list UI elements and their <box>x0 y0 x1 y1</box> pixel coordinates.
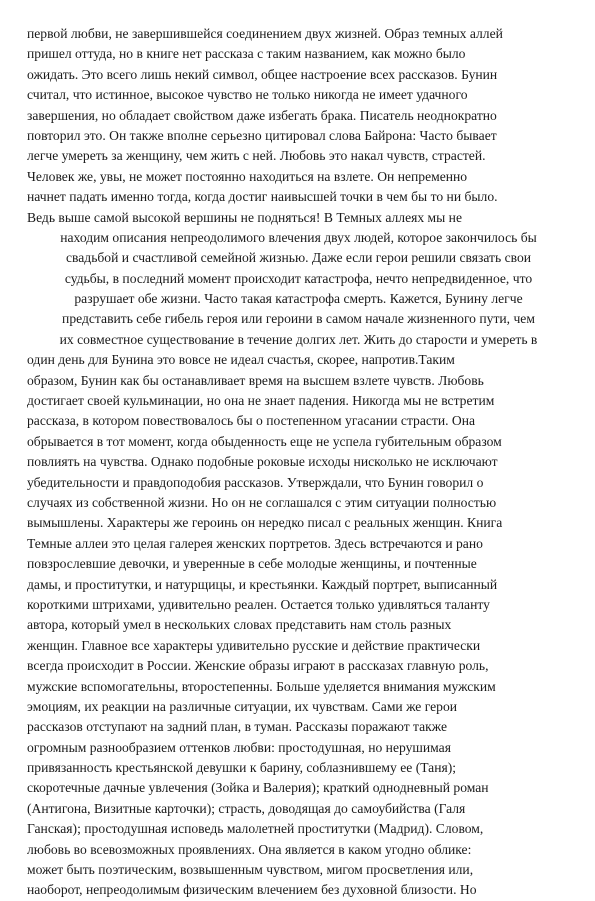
text-line: эмоциям, их реакции на различные ситуации, их чувствам. Сами же герои <box>27 698 458 714</box>
text-line: убедительности и правдоподобия рассказов. Утверждали, что Бунин говорил о <box>27 474 484 490</box>
text-line: считал, что истинное, высокое чувство не только никогда не имеет удачного <box>27 87 468 103</box>
text-line: ожидать. Это всего лишь некий символ, общее настроение всех рассказов. Бунин <box>27 66 498 82</box>
text-line: легче умереть за женщину, чем жить с ней. Любовь это накал чувств, страстей. <box>27 148 486 164</box>
text-line: Темные аллеи это целая галерея женских портретов. Здесь встречаются и рано <box>27 535 483 551</box>
text-line: женщин. Главное все характеры удивительно русские и действие практически <box>27 637 481 653</box>
text-line: дамы, и проститутки, и натурщицы, и крестьянки. Каждый портрет, выписанный <box>27 576 498 592</box>
text-line: представить себе гибель героя или героини в самом начале жизненного пути, чем <box>62 311 535 327</box>
text-line: вымышлены. Характеры же героинь он нередко писал с реальных женщин. Книга <box>27 515 503 531</box>
body-text <box>27 24 570 901</box>
text-line: завершения, но обладает свойством даже избегать брака. Писатель неоднократно <box>27 107 497 123</box>
text-line: находим описания непреодолимого влечения двух людей, которое закончилось бы <box>60 229 537 245</box>
text-line: случаях из собственной жизни. Но он не соглашался с этим ситуации полностью <box>27 494 497 510</box>
text-line: их совместное существование в течение долгих лет. Жить до старости и умереть в <box>59 331 538 347</box>
text-line: огромным разнообразием оттенков любви: простодушная, но нерушимая <box>27 739 451 755</box>
text-line: привязанность крестьянской девушки к барину, соблазнившему ее (Таня); <box>27 760 457 776</box>
text-line: первой любви, не завершившейся соединением двух жизней. Образ темных аллей <box>27 26 503 41</box>
text-line: достигает своей кульминации, но она не знает падения. Никогда мы не встретим <box>27 393 495 409</box>
text-line: рассказов отступают на задний план, в туман. Рассказы поражают также <box>27 719 448 735</box>
text-line: скоротечные дачные увлечения (Зойка и Валерия); краткий однодневный роман <box>27 780 489 796</box>
text-line: повлиять на чувства. Однако подобные роковые исходы нисколько не исключают <box>27 454 498 470</box>
text-line: разрушает обе жизни. Часто такая катастрофа смерть. Кажется, Бунину легче <box>74 291 523 307</box>
text-line: рассказа, в котором повествовалось бы о постепенном угасании страсти. Она <box>27 413 476 429</box>
text-line: короткими штрихами, удивительно реален. Остается только удивляться таланту <box>27 596 490 612</box>
text-line: может быть поэтическим, возвышенным чувством, мигом просветления или, <box>27 862 474 878</box>
text-line: пришел оттуда, но в книге нет рассказа с таким названием, как можно было <box>27 46 466 62</box>
text-line: любовь во всевозможных проявлениях. Она является в каком угодно облике: <box>27 841 472 857</box>
text-line: мужские вспомогательны, второстепенны. Больше уделяется внимания мужским <box>27 678 496 694</box>
text-line: наоборот, непреодолимым физическим влечением без духовной близости. Но <box>27 882 477 898</box>
text-line: повторил это. Он также вполне серьезно цитировал слова Байрона: Часто бывает <box>27 127 497 143</box>
text-line: судьбы, в последний момент происходит катастрофа, нечто непредвиденное, что <box>64 270 533 286</box>
text-line: (Антигона, Визитные карточки); страсть, доводящая до самоубийства (Галя <box>27 800 466 816</box>
text-line: свадьбой и счастливой семейной жизнью. Даже если герои решили связать свои <box>65 250 532 266</box>
text-line: Человек же, увы, не может постоянно находиться на взлете. Он непременно <box>27 168 468 184</box>
text-line: автора, который умел в нескольких словах представить нам столь разных <box>27 617 452 633</box>
text-line: начнет падать именно тогда, когда достиг наивысшей точки в чем бы то ни было. <box>27 189 498 205</box>
text-line: образом, Бунин как бы останавливает время на высшем взлете чувств. Любовь <box>27 372 484 388</box>
text-line: один день для Бунина это вовсе не идеал счастья, скорее, напротив.Таким <box>27 352 455 368</box>
text-line: Ганская); простодушная исповедь малолетней проститутки (Мадрид). Словом, <box>27 821 484 837</box>
text-line: Ведь выше самой высокой вершины не подняться! В Темных аллеях мы не <box>27 209 462 225</box>
text-line: обрывается в тот момент, когда обыденность еще не успела губительным образом <box>27 433 502 449</box>
text-line: всегда происходит в России. Женские образы играют в рассказах главную роль, <box>27 658 489 674</box>
text-line: повзрослевшие девочки, и уверенные в себе молодые женщины, и почтенные <box>27 556 477 572</box>
